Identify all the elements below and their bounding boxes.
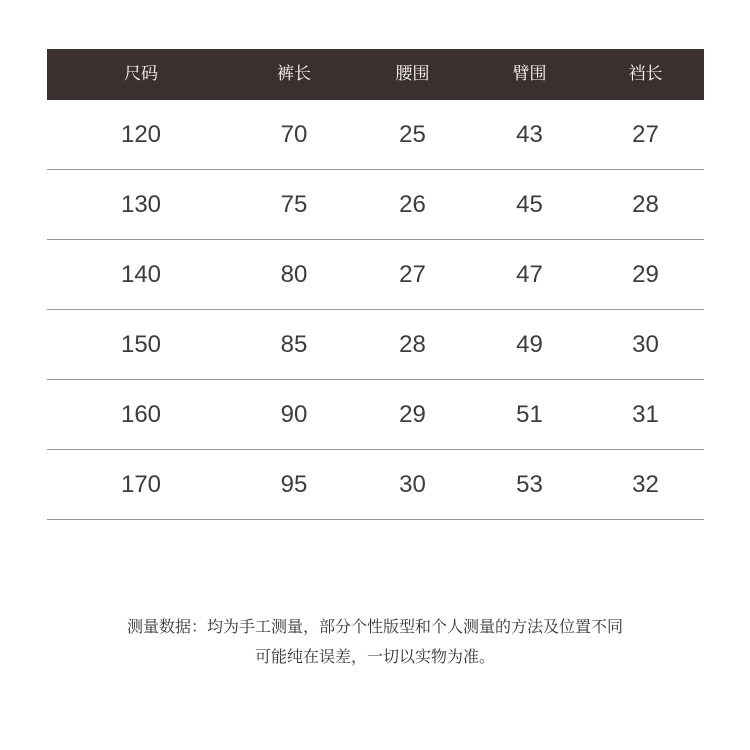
header-pants-length: 裤长 [277, 64, 311, 84]
cell-waist: 25 [399, 120, 426, 148]
cell-size: 120 [120, 120, 162, 148]
cell-crotch: 27 [632, 120, 659, 148]
cell-pants-length: 85 [280, 330, 308, 358]
table-header-row [47, 49, 704, 100]
cell-crotch: 31 [632, 400, 659, 428]
cell-crotch: 30 [632, 330, 659, 358]
cell-arm: 45 [516, 190, 543, 218]
header-waist: 腰围 [395, 64, 430, 84]
cell-arm: 49 [516, 330, 543, 358]
header-crotch: 裆长 [628, 64, 663, 84]
cell-arm: 47 [516, 260, 543, 288]
measurement-note-line-1: 测量数据：均为手工测量，部分个性版型和个人测量的方法及位置不同 [126, 617, 623, 636]
header-size: 尺码 [124, 64, 158, 84]
cell-size: 130 [120, 190, 162, 218]
cell-pants-length: 80 [280, 260, 308, 288]
size-chart-table [47, 49, 704, 520]
cell-arm: 43 [516, 120, 543, 148]
cell-arm: 51 [516, 400, 543, 428]
cell-crotch: 28 [632, 190, 659, 218]
cell-waist: 26 [399, 190, 426, 218]
cell-size: 160 [120, 400, 162, 428]
cell-pants-length: 75 [280, 190, 308, 218]
cell-size: 140 [120, 260, 162, 288]
table-row [47, 380, 704, 450]
cell-waist: 30 [399, 470, 426, 498]
table-row [47, 100, 704, 170]
cell-pants-length: 90 [280, 400, 308, 428]
cell-waist: 29 [399, 400, 426, 428]
table-row [47, 170, 704, 240]
cell-pants-length: 70 [280, 120, 308, 148]
table-row [47, 240, 704, 310]
cell-size: 150 [120, 330, 162, 358]
table-row [47, 450, 704, 520]
table-row [47, 310, 704, 380]
cell-size: 170 [120, 470, 162, 498]
cell-waist: 27 [399, 260, 426, 288]
cell-arm: 53 [516, 470, 543, 498]
cell-pants-length: 95 [280, 470, 308, 498]
measurement-note-line-2: 可能纯在误差，一切以实物为准。 [254, 647, 495, 666]
cell-crotch: 32 [632, 470, 659, 498]
cell-crotch: 29 [632, 260, 659, 288]
header-arm: 臂围 [512, 64, 547, 84]
cell-waist: 28 [399, 330, 426, 358]
